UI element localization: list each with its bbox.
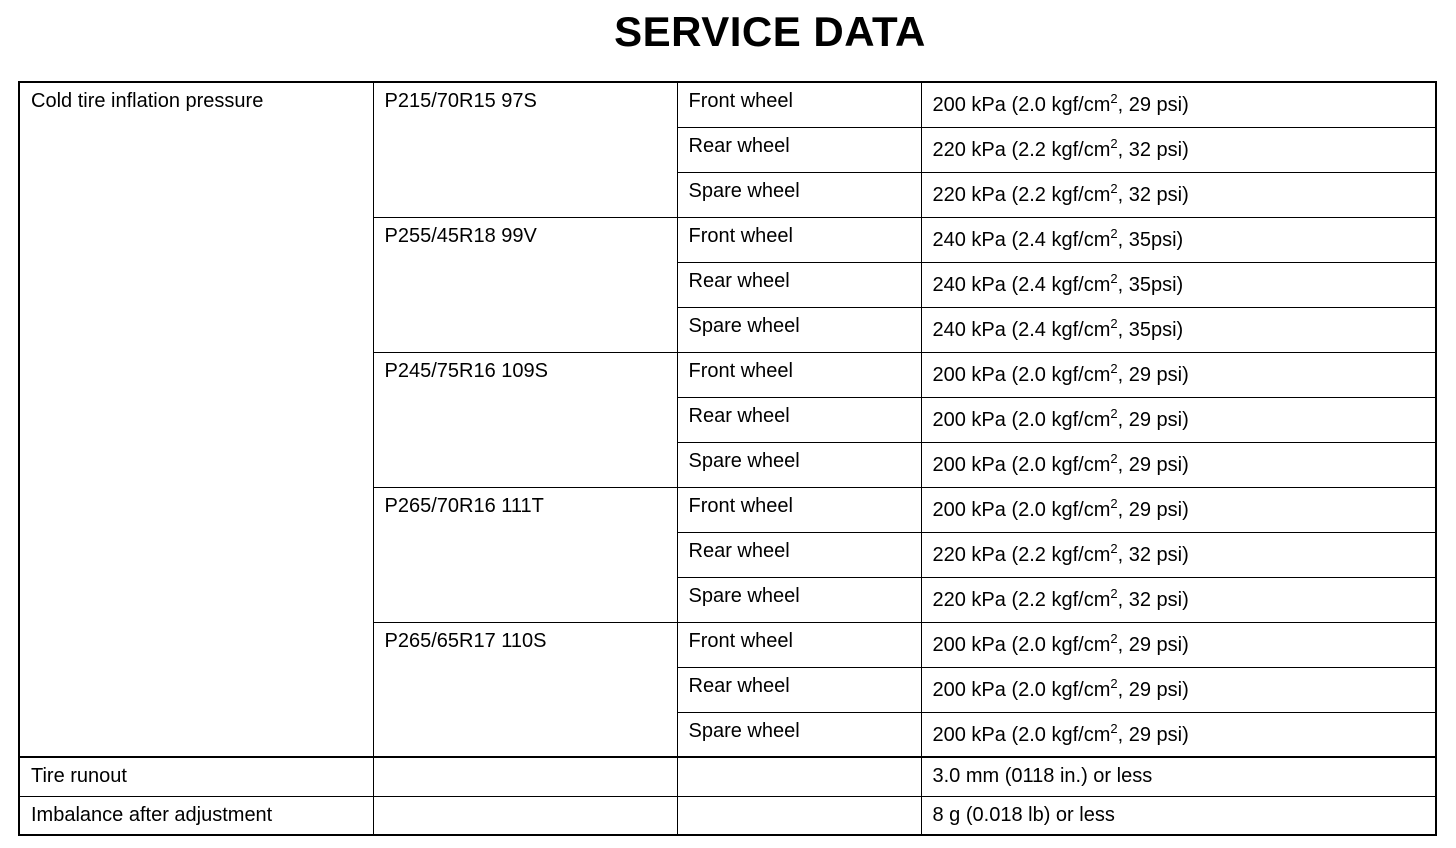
squared-superscript: 2	[1110, 225, 1118, 241]
pressure-kpa-text: 200 kPa (2.0 kgf/cm	[932, 498, 1111, 521]
wheel-position: Front wheel	[677, 622, 921, 667]
pressure-value	[921, 127, 1436, 172]
squared-superscript: 2	[1110, 135, 1118, 151]
squared-superscript: 2	[1110, 315, 1118, 331]
pressure-kpa-text: 220 kPa (2.2 kgf/cm	[932, 138, 1111, 161]
wheel-position: Spare wheel	[677, 712, 921, 757]
pressure-psi-text: , 29 psi)	[1117, 408, 1189, 431]
pressure-kpa-text: 200 kPa (2.0 kgf/cm	[932, 678, 1111, 701]
pressure-kpa-text: 240 kPa (2.4 kgf/cm	[932, 318, 1111, 341]
tire-size: P245/75R16 109S	[373, 352, 677, 487]
tire-size: P215/70R15 97S	[373, 82, 677, 217]
service-data-table	[18, 81, 1437, 836]
wheel-position: Rear wheel	[677, 397, 921, 442]
pressure-value	[921, 217, 1436, 262]
tire-runout-row	[19, 757, 1436, 796]
squared-superscript: 2	[1110, 180, 1118, 196]
pressure-psi-text: , 32 psi)	[1117, 138, 1189, 161]
pressure-psi-text: , 29 psi)	[1117, 94, 1189, 116]
pressure-kpa-text: 220 kPa (2.2 kgf/cm	[932, 588, 1111, 611]
tire-runout-empty-cell	[373, 757, 677, 796]
tire-runout-empty-cell	[677, 757, 921, 796]
pressure-value	[921, 262, 1436, 307]
pressure-value	[921, 82, 1436, 127]
pressure-psi-text: , 29 psi)	[1117, 633, 1189, 656]
squared-superscript: 2	[1110, 630, 1118, 646]
squared-superscript: 2	[1110, 450, 1118, 466]
wheel-position: Spare wheel	[677, 307, 921, 352]
pressure-kpa-text: 200 kPa (2.0 kgf/cm	[932, 363, 1111, 386]
pressure-kpa-text: 220 kPa (2.2 kgf/cm	[932, 183, 1111, 206]
pressure-kpa-text: 200 kPa (2.0 kgf/cm	[932, 723, 1111, 746]
pressure-label: Cold tire inflation pressure	[19, 82, 373, 757]
imbalance-empty-cell	[677, 796, 921, 835]
tire-runout-label: Tire runout	[19, 757, 373, 796]
service-data-table-body	[19, 82, 1436, 835]
pressure-psi-text: , 29 psi)	[1117, 678, 1189, 701]
pressure-row	[19, 82, 1436, 127]
wheel-position: Spare wheel	[677, 577, 921, 622]
pressure-psi-text: , 29 psi)	[1117, 723, 1189, 746]
tire-size: P265/65R17 110S	[373, 622, 677, 757]
pressure-value	[921, 577, 1436, 622]
pressure-kpa-text: 240 kPa (2.4 kgf/cm	[932, 273, 1111, 296]
pressure-value	[921, 712, 1436, 757]
wheel-position: Spare wheel	[677, 442, 921, 487]
wheel-position: Rear wheel	[677, 532, 921, 577]
pressure-psi-text: , 29 psi)	[1117, 363, 1189, 386]
pressure-value	[921, 622, 1436, 667]
pressure-value	[921, 307, 1436, 352]
pressure-value	[921, 352, 1436, 397]
imbalance-row	[19, 796, 1436, 835]
pressure-kpa-text: 200 kPa (2.0 kgf/cm	[932, 633, 1111, 656]
squared-superscript: 2	[1110, 495, 1118, 511]
squared-superscript: 2	[1110, 720, 1118, 736]
tire-size: P255/45R18 99V	[373, 217, 677, 352]
wheel-position: Front wheel	[677, 352, 921, 397]
pressure-value	[921, 667, 1436, 712]
pressure-psi-text: , 35psi)	[1117, 273, 1184, 296]
pressure-psi-text: , 32 psi)	[1117, 588, 1189, 611]
page-title: SERVICE DATA	[614, 8, 926, 55]
squared-superscript: 2	[1110, 585, 1118, 601]
pressure-value	[921, 172, 1436, 217]
imbalance-empty-cell	[373, 796, 677, 835]
tire-size: P265/70R16 111T	[373, 487, 677, 622]
wheel-position: Rear wheel	[677, 262, 921, 307]
squared-superscript: 2	[1110, 360, 1118, 376]
imbalance-value: 8 g (0.018 lb) or less	[921, 796, 1436, 835]
wheel-position: Front wheel	[677, 487, 921, 532]
imbalance-label: Imbalance after adjustment	[19, 796, 373, 835]
squared-superscript: 2	[1110, 540, 1118, 556]
squared-superscript: 2	[1110, 91, 1118, 106]
pressure-value	[921, 487, 1436, 532]
pressure-psi-text: , 29 psi)	[1117, 498, 1189, 521]
pressure-psi-text: , 32 psi)	[1117, 183, 1189, 206]
pressure-psi-text: , 35psi)	[1117, 228, 1184, 251]
wheel-position: Front wheel	[677, 217, 921, 262]
pressure-kpa-text: 240 kPa (2.4 kgf/cm	[932, 228, 1111, 251]
pressure-value	[921, 442, 1436, 487]
squared-superscript: 2	[1110, 675, 1118, 691]
pressure-value	[921, 532, 1436, 577]
pressure-kpa-text: 200 kPa (2.0 kgf/cm	[932, 408, 1111, 431]
pressure-psi-text: , 32 psi)	[1117, 543, 1189, 566]
wheel-position: Spare wheel	[677, 172, 921, 217]
pressure-kpa-text: 200 kPa (2.0 kgf/cm	[932, 453, 1111, 476]
wheel-position: Front wheel	[677, 82, 921, 127]
tire-runout-value: 3.0 mm (0118 in.) or less	[921, 757, 1436, 796]
pressure-value	[921, 397, 1436, 442]
wheel-position: Rear wheel	[677, 127, 921, 172]
pressure-psi-text: , 35psi)	[1117, 318, 1184, 341]
squared-superscript: 2	[1110, 405, 1118, 421]
pressure-psi-text: , 29 psi)	[1117, 453, 1189, 476]
squared-superscript: 2	[1110, 270, 1118, 286]
pressure-kpa-text: 200 kPa (2.0 kgf/cm	[932, 94, 1111, 116]
pressure-kpa-text: 220 kPa (2.2 kgf/cm	[932, 543, 1111, 566]
wheel-position: Rear wheel	[677, 667, 921, 712]
